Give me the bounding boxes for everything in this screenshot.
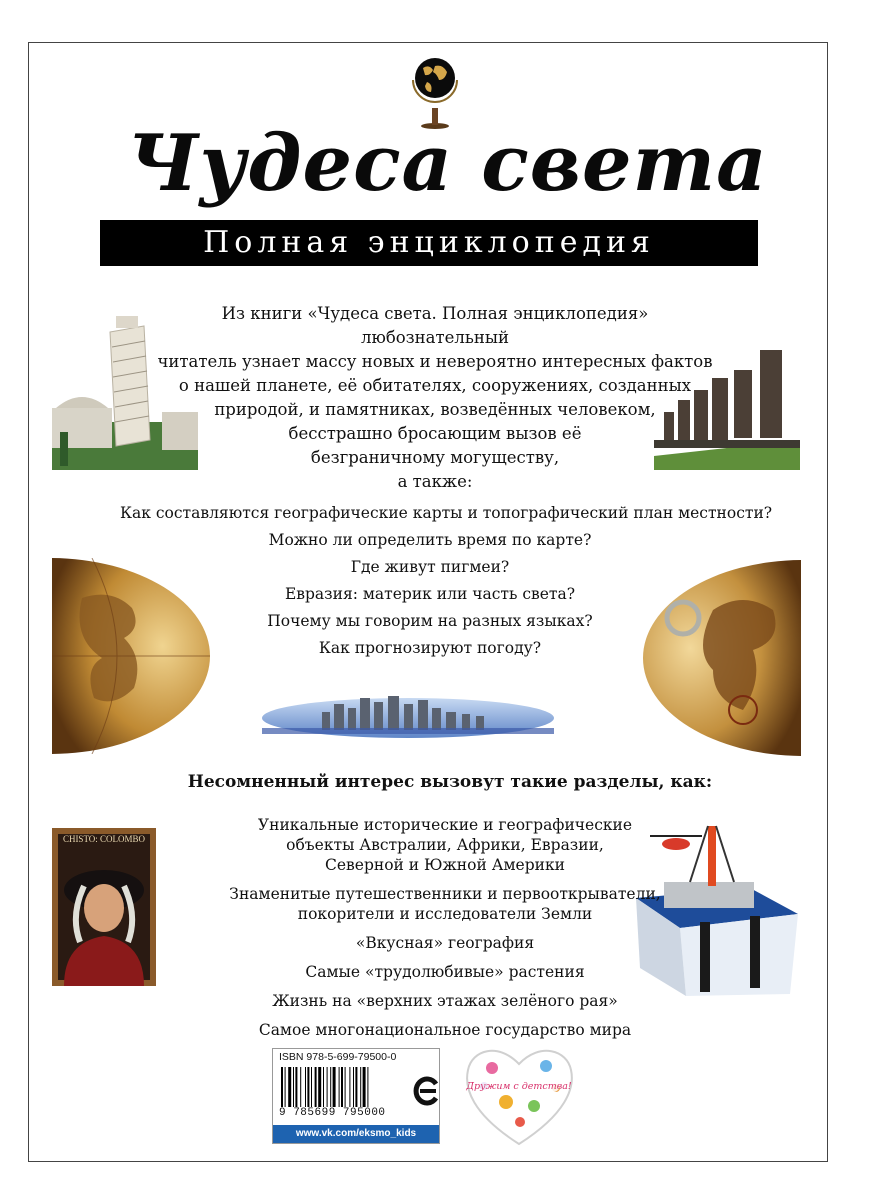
question-item: Как прогнозируют погоду?	[318, 639, 542, 657]
intro-line: бесстрашно бросающим вызов её	[288, 424, 582, 443]
intro-line: о нашей планете, её обитателях, сооружениях, созданных	[178, 376, 692, 395]
intro-line: безграничному могуществу,	[310, 448, 560, 467]
intro-line: Из книги «Чудеса света. Полная энциклопедия» любознательный	[221, 304, 649, 347]
question-item: Евразия: материк или часть света?	[284, 585, 576, 603]
portrait-caption: CHISTO: COLOMBO	[62, 834, 146, 844]
isbn-text: ISBN 978-5-699-79500-0	[279, 1051, 397, 1063]
barcode-number: 9 785699 795000	[279, 1107, 386, 1119]
section-item: Жизнь на «верхних этажах зелёного рая»	[272, 992, 618, 1010]
question-item: Почему мы говорим на разных языках?	[267, 612, 593, 630]
antique-globe-left-image	[52, 558, 210, 754]
question-item: Как составляются географические карты и топографический план местности?	[120, 504, 773, 522]
barcode-bars	[281, 1067, 406, 1107]
sections-list	[210, 815, 680, 1049]
section-item: Знаменитые путешественники и первооткрыватели, покорители и исследователи Земли	[229, 885, 661, 923]
section-item: Самые «трудолюбивые» растения	[305, 963, 585, 981]
book-title: Чудеса света	[127, 118, 768, 209]
vk-link[interactable]: www.vk.com/eksmo_kids	[273, 1125, 439, 1143]
portrait-painting	[52, 828, 156, 986]
subtitle-bar: Полная энциклопедия	[100, 220, 758, 266]
intro-line: читатель узнает массу новых и невероятно интересных фактов	[157, 352, 713, 371]
question-item: Где живут пигмеи?	[350, 558, 510, 576]
intro-line: а также:	[397, 472, 473, 491]
antique-globe-right-image	[643, 560, 801, 756]
section-item: Уникальные исторические и географические объекты Австралии, Африки, Евразии, Северной и Южной Америки	[257, 816, 633, 874]
eksmo-logo-icon	[412, 1074, 440, 1108]
intro-line: природой, и памятниках, возведённых человеком,	[214, 400, 656, 419]
question-item: Можно ли определить время по карте?	[268, 531, 592, 549]
section-item: «Вкусная» география	[355, 934, 535, 952]
sections-heading: Несомненный интерес вызовут такие разделы, как:	[187, 772, 713, 792]
heart-text: Дружим с детства!	[466, 1081, 572, 1092]
heart-badge-image	[462, 1040, 577, 1148]
intro-text	[155, 302, 715, 494]
columbus-portrait	[52, 828, 156, 986]
section-item: Самое многонациональное государство мира	[258, 1021, 632, 1039]
city-skyline-image	[262, 694, 554, 742]
